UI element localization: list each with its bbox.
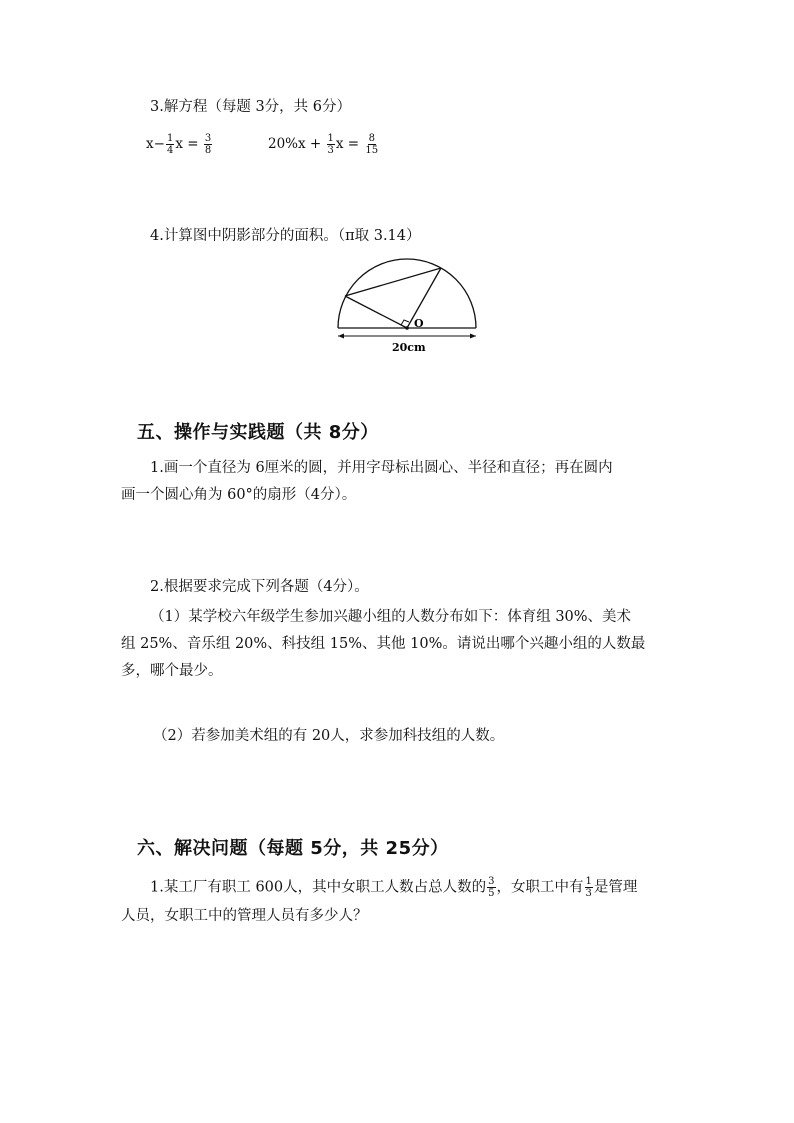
s6-item1-text-c: 是管理 [593, 879, 638, 896]
s6-item1-text-a: 1.某工厂有职工 600人，其中女职工人数占总人数的 [150, 879, 487, 896]
eq1-f2-num: 3 [204, 133, 212, 144]
s6-item1-text-b: ，女职工中有 [496, 879, 584, 896]
eq2-lhs: 20%x + [268, 136, 322, 152]
chord-top [345, 268, 441, 296]
eq2-mid: x = [335, 136, 360, 152]
eq2-fraction-2 [364, 133, 379, 156]
eq2-fraction-1 [327, 133, 335, 156]
equation-2 [268, 133, 380, 156]
s5-item2-sub2: （2）若参加美术组的有 20人，求参加科技组的人数。 [153, 728, 505, 744]
s5-item2-sub1-line3: 多，哪个最少。 [121, 663, 223, 679]
s6-fraction-2 [585, 876, 593, 899]
eq1-f2-den: 8 [204, 145, 212, 156]
eq1-fraction-1 [166, 133, 174, 156]
s6-fraction-1 [487, 876, 495, 899]
right-angle-mark [401, 320, 409, 325]
eq1-f1-num: 1 [166, 133, 174, 144]
q3-title: 3.解方程（每题 3分，共 6分） [150, 99, 352, 115]
s6-item1-line1 [150, 876, 637, 899]
s6-f2-den: 3 [585, 888, 592, 899]
equation-1 [146, 133, 213, 156]
center-point [405, 326, 409, 330]
semicircle-figure [330, 250, 490, 360]
eq2-f2-num: 8 [368, 133, 375, 144]
s6-f1-num: 3 [488, 876, 495, 887]
dimension-arrow-left [338, 334, 344, 339]
s5-item1-line1: 1.画一个直径为 6厘米的圆，并用字母标出圆心、半径和直径；再在圆内 [150, 460, 613, 476]
s5-item2-sub1-line2: 组 25%、音乐组 20%、科技组 15%、其他 10%。请说出哪个兴趣小组的人数最 [121, 636, 646, 652]
s5-item1-line2: 画一个圆心角为 60°的扇形（4分）。 [121, 487, 357, 503]
q4-title: 4.计算图中阴影部分的面积。（π取 3.14） [150, 228, 421, 244]
s6-item1-line2: 人员，女职工中的管理人员有多少人？ [121, 908, 368, 924]
eq1-mid: x = [175, 136, 199, 152]
width-label: 20cm [392, 341, 426, 354]
section5-heading: 五、操作与实践题（共 8分） [137, 422, 379, 443]
semicircle-arc [338, 259, 476, 328]
s6-f1-den: 5 [488, 888, 495, 899]
s5-item2-sub1-line1: （1）某学校六年级学生参加兴趣小组的人数分布如下：体育组 30%、美术 [150, 609, 632, 625]
center-label: O [414, 317, 424, 330]
eq1-f1-den: 4 [166, 145, 174, 156]
eq2-f1-num: 1 [327, 133, 334, 144]
eq2-f2-den: 15 [365, 145, 379, 156]
eq1-fraction-2 [204, 133, 212, 156]
s5-item2-title: 2.根据要求完成下列各题（4分）。 [150, 579, 369, 595]
s6-f2-num: 1 [585, 876, 592, 887]
eq1-lhs: x− [146, 136, 165, 152]
section6-heading: 六、解决问题（每题 5分，共 25分） [137, 838, 449, 859]
chord-left [345, 296, 407, 328]
eq2-f1-den: 3 [327, 145, 334, 156]
dimension-arrow-right [470, 334, 476, 339]
